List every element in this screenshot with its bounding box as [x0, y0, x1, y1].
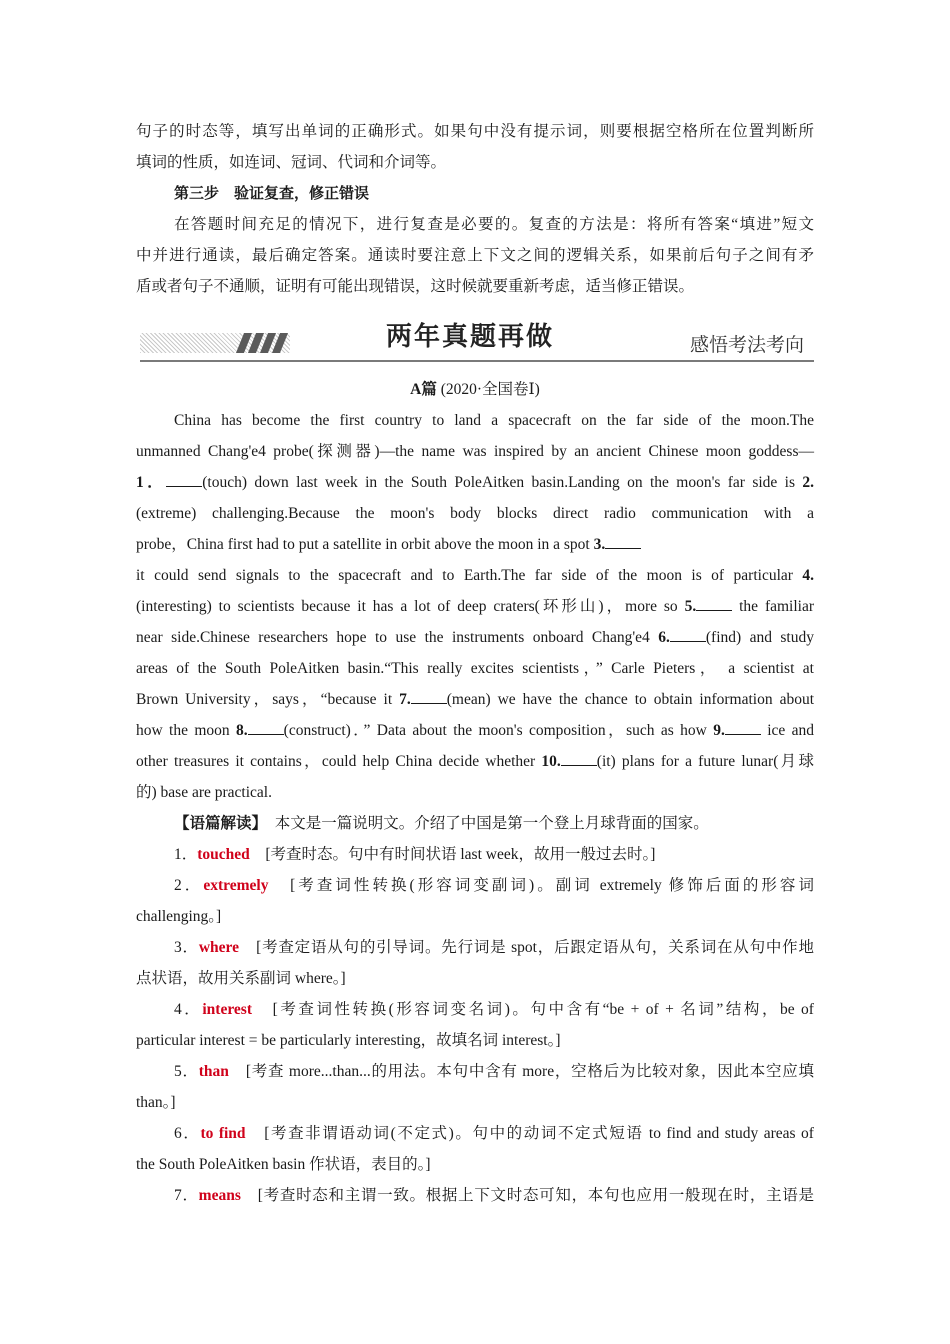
- passage-line: China has become the first country to land a spacecraft on the far side of the moon.The: [174, 412, 814, 429]
- blank-number: 6.: [658, 629, 670, 646]
- blank-number: 3.: [593, 536, 606, 553]
- section-banner: [136, 316, 814, 366]
- item-number: 7．: [174, 1187, 199, 1204]
- item-number: 6．: [174, 1125, 201, 1142]
- passage-text: it could send signals to the spacecraft and to Earth.The far side of the moon is of particular: [136, 567, 793, 584]
- explanation-cont: 点状语，故用关系副词 where。]: [136, 970, 346, 987]
- item-number: 5．: [174, 1063, 199, 1080]
- blank-number: 5.: [684, 598, 697, 615]
- item-number: 3．: [174, 939, 199, 956]
- passage-line: [136, 715, 814, 746]
- passage-text: probe，China first had to put a satellite in orbit above the moon in a spot: [136, 536, 590, 553]
- passage-text: (construct)．” Data about the moon's composition，such as how: [283, 722, 707, 739]
- intro-line: 填词的性质，如连词、冠词、代词和介词等。: [136, 154, 447, 171]
- passage-line: [136, 591, 814, 622]
- passage-heading-source: (2020·全国卷Ⅰ): [436, 381, 540, 398]
- passage-line: [136, 467, 814, 498]
- blank-number: 9.: [713, 722, 725, 739]
- blank-6[interactable]: [670, 627, 706, 642]
- passage-line: [136, 560, 814, 591]
- answer-text: where: [198, 939, 240, 956]
- passage-text: the familiar: [739, 598, 815, 615]
- blank-7[interactable]: [411, 689, 447, 704]
- passage-text: (it) plans for a future lunar(月球: [596, 753, 815, 770]
- explanation: [考查 more...than...的用法。本句中含有 more，空格后为比较对象，因此本空应填: [245, 1063, 814, 1080]
- passage-text: near side.Chinese researchers hope to use the instruments onboard Chang'e4: [136, 629, 650, 646]
- banner-subtitle: 感悟考法考向: [689, 334, 804, 356]
- analysis-item: [136, 994, 814, 1025]
- item-number: 1．: [174, 846, 198, 863]
- explanation-cont: than。]: [136, 1094, 176, 1111]
- passage-line: [136, 529, 814, 560]
- explanation: [考查词性转换(形容词变副词)。副词 extremely 修饰后面的形容词: [290, 877, 814, 894]
- explanation: [考查词性转换(形容词变名词)。句中含有“be + of + 名词”结构，be of: [272, 1001, 814, 1018]
- blank-9[interactable]: [725, 720, 761, 735]
- passage-line: [136, 622, 814, 653]
- passage-text: (touch) down last week in the South PoleAitken basin.Landing on the moon's far side is: [202, 474, 795, 491]
- analysis-text: 本文是一篇说明文。介绍了中国是第一个登上月球背面的国家。: [274, 815, 709, 832]
- document-page: [136, 116, 814, 1211]
- analysis-item: [136, 1118, 814, 1149]
- banner-underline: [140, 360, 814, 362]
- intro-line: 句子的时态等，填写出单词的正确形式。如果句中没有提示词，则要根据空格所在位置判断所: [136, 123, 814, 140]
- blank-number: 1．: [136, 474, 167, 491]
- analysis-item: [136, 839, 814, 870]
- passage-line: (extreme) challenging.Because the moon's body blocks direct radio communication with a: [136, 505, 814, 522]
- passage-line: [136, 746, 814, 777]
- explanation: [考查时态和主谓一致。根据上下文时态可知，本句也应用一般现在时，主语是: [257, 1187, 814, 1204]
- passage-heading: [136, 374, 814, 405]
- passage-text: (interesting) to scientists because it has a lot of deep craters(环形山)，more so: [136, 598, 678, 615]
- blank-number: 7.: [399, 691, 411, 708]
- banner-title: 两年真题再做: [386, 322, 555, 352]
- banner-stripes-decoration: [236, 333, 296, 353]
- item-number: 4．: [174, 1001, 203, 1018]
- intro-line: 盾或者句子不通顺，证明有可能出现错误，这时候就要重新考虑，适当修正错误。: [136, 278, 695, 295]
- passage-line: 的) base are practical.: [136, 784, 272, 801]
- passage-text: (find) and study: [705, 629, 814, 646]
- intro-line: 在答题时间充足的情况下，进行复查是必要的。复查的方法是：将所有答案“填进”短文: [174, 216, 814, 233]
- blank-5[interactable]: [696, 596, 732, 611]
- passage-text: how the moon: [136, 722, 230, 739]
- analysis-item: [136, 932, 814, 963]
- analysis-summary: [136, 808, 814, 839]
- passage-heading-label: A篇: [410, 381, 437, 398]
- answer-text: than: [198, 1063, 229, 1080]
- blank-3[interactable]: [605, 534, 641, 549]
- step3-heading-text: 第三步 验证复查，修正错误: [174, 184, 370, 202]
- blank-1[interactable]: [166, 472, 202, 487]
- blank-8[interactable]: [248, 720, 284, 735]
- intro-line: 中并进行通读，最后确定答案。通读时要注意上下文之间的逻辑关系，如果前后句子之间有矛: [136, 247, 814, 264]
- item-number: 2．: [174, 877, 204, 894]
- blank-number: 4.: [802, 567, 815, 584]
- analysis-item: [136, 1180, 814, 1211]
- explanation-cont: particular interest = be particularly interesting，故填名词 interest。]: [136, 1032, 561, 1049]
- analysis-label: 【语篇解读】: [174, 815, 260, 832]
- step3-heading: [136, 178, 814, 209]
- answer-text: extremely: [203, 877, 269, 894]
- passage-line: [136, 684, 814, 715]
- answer-text: to find: [200, 1125, 246, 1142]
- explanation-cont: challenging。]: [136, 908, 222, 925]
- analysis-item: [136, 870, 814, 901]
- passage-line: areas of the South PoleAitken basin.“This really excites scientists，” Carle Pieters， a scientist at: [136, 660, 814, 677]
- answer-text: interest: [202, 1001, 253, 1018]
- explanation: [考查定语从句的引导词。先行词是 spot，后跟定语从句，关系词在从句中作地: [256, 939, 814, 956]
- explanation: [考查非谓语动词(不定式)。句中的动词不定式短语 to find and study areas of: [264, 1125, 814, 1142]
- passage-text: Brown University，says，“because it: [136, 691, 393, 708]
- blank-10[interactable]: [561, 751, 597, 766]
- blank-number: 10.: [541, 753, 561, 770]
- explanation: [考查时态。句中有时间状语 last week，故用一般过去时。]: [265, 846, 656, 863]
- answer-text: touched: [197, 846, 250, 863]
- blank-number: 2.: [802, 474, 814, 491]
- passage-text: other treasures it contains，could help China decide whether: [136, 753, 536, 770]
- blank-number: 8.: [236, 722, 248, 739]
- answer-text: means: [198, 1187, 241, 1204]
- passage-text: (mean) we have the chance to obtain information about: [446, 691, 815, 708]
- analysis-item: [136, 1056, 814, 1087]
- explanation-cont: the South PoleAitken basin 作状语，表目的。]: [136, 1156, 431, 1173]
- passage-text: ice and: [767, 722, 815, 739]
- passage-line: unmanned Chang'e4 probe(探测器)—the name was inspired by an ancient Chinese moon goddess—: [136, 443, 814, 460]
